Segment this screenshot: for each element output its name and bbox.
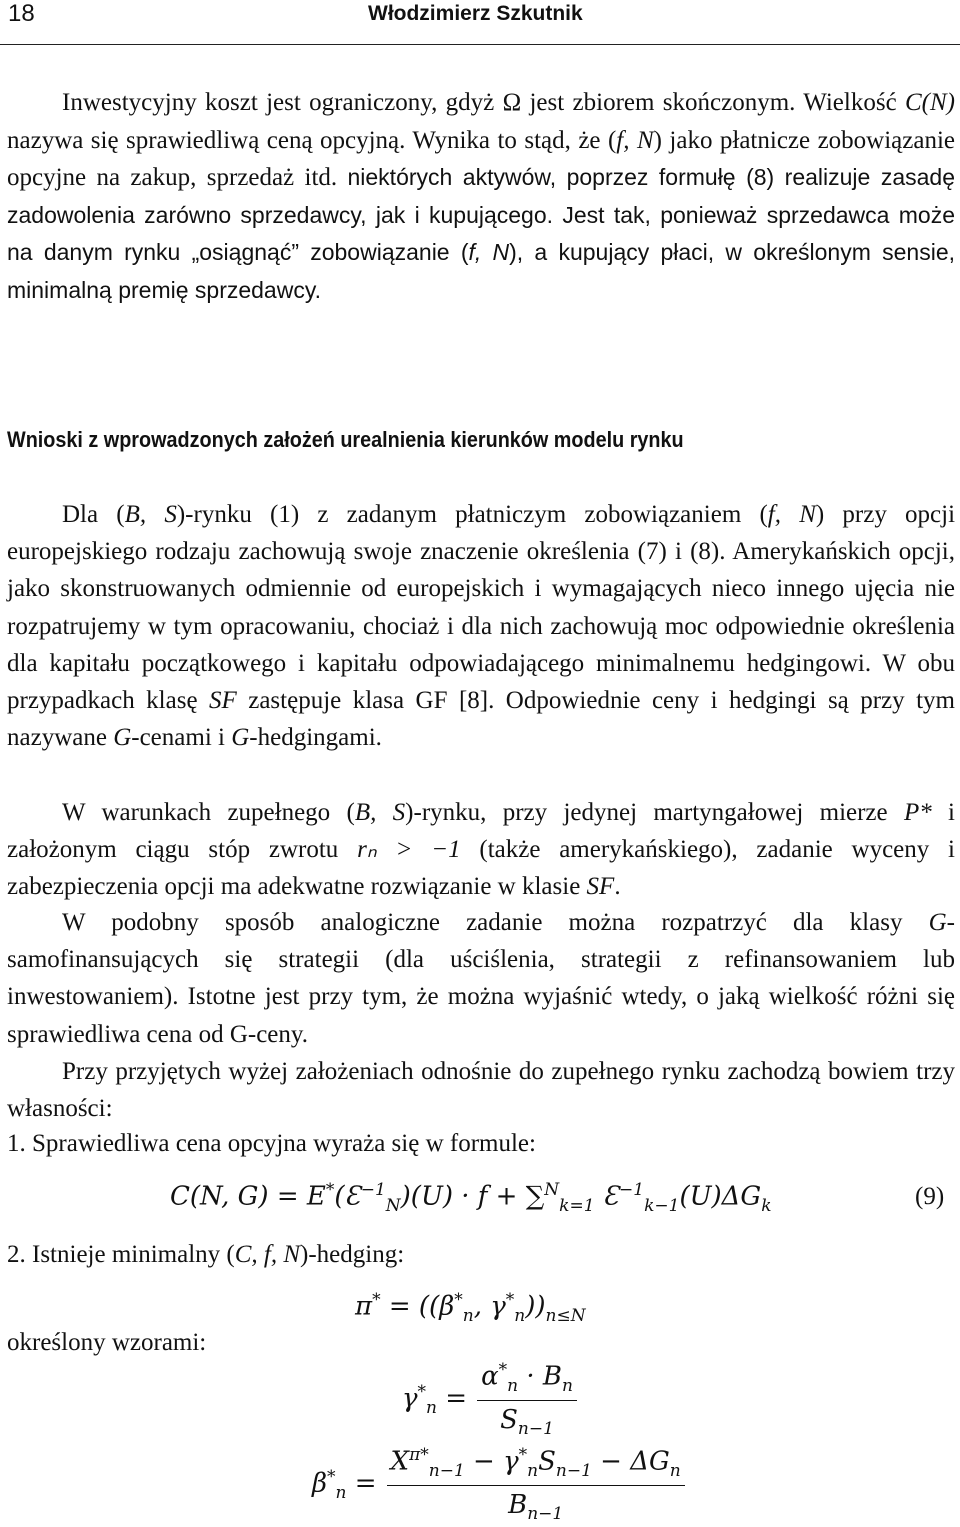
beta-num-g-star: * — [518, 1445, 528, 1465]
eq9-sub-k1: k−1 — [644, 1195, 680, 1216]
paragraph-5: Przy przyjętych wyżej założeniach odnośnie do zupełnego rynku zachodzą bowiem trzy własności: — [7, 1058, 955, 1123]
pi-lhs: π — [355, 1291, 373, 1322]
gamma-sub-n: n — [426, 1397, 437, 1418]
beta-num-tail: − ΔG — [591, 1446, 670, 1477]
p1-text-b: nazywa się sprawiedliwą ceną opcyjną. Wynika to stąd, że ( — [7, 126, 617, 154]
equation-pi — [355, 1290, 586, 1326]
gamma-num-b: · B — [518, 1361, 562, 1392]
gamma-numerator — [477, 1360, 577, 1401]
beta-fraction — [387, 1445, 685, 1524]
p1-text-e: ), a kupujący płaci, w określonym sensie, minimalną premię sprzedawcy. — [7, 239, 955, 303]
p1-text-a: Inwestycyjny koszt jest ograniczony, gdyż Ω jest zbiorem skończonym. Wielkość — [62, 89, 905, 116]
equation-number: (9) — [915, 1183, 945, 1210]
gamma-denominator — [496, 1401, 558, 1439]
eq9-eps: Ɛ — [594, 1181, 620, 1212]
paragraph-2 — [7, 496, 955, 756]
pi-comma: , γ — [473, 1291, 506, 1322]
symbol-g-2: G — [231, 724, 250, 752]
symbol-sf-2: SF — [586, 873, 615, 901]
gamma-eq: = — [437, 1383, 468, 1414]
p3-t4: (także amerykańskiego), zadanie wyceny i zabezpieczenia opcji ma adekwatne rozwiązanie w klasie — [7, 836, 955, 901]
symbol-sf: SF — [209, 687, 237, 715]
eq9-sup-2: −1 — [619, 1180, 645, 1200]
symbol-p-star: P* — [903, 799, 932, 826]
symbol-cfn: C, f, N — [234, 1241, 301, 1268]
p2-t3: ) przy opcji europejskiego rodzaju zachowują swoje znaczenie określenia (7) i (8). Amerykańskich opcji, jako skonstruowanych odmiennie od europejskich i wymagających nieco innego ujęcia nie rozpatrujemy w tym opracowaniu, chociaż i dla nich zachowują moc odpowiednie określenia dla kapitału początkowego i kapitału odpowiadającego minimalnemu hedgingowi. W obu przypadkach klasę — [7, 501, 956, 715]
gamma-fraction — [477, 1360, 577, 1439]
eq9-sum-lower: k=1 — [559, 1195, 595, 1216]
eq9-lhs: C(N, G) = E — [170, 1181, 326, 1212]
beta-num-g-sub: n — [527, 1460, 539, 1481]
pi-sub-n: n — [462, 1305, 474, 1326]
page-number: 18 — [8, 0, 35, 27]
beta-num-minus: − γ — [464, 1446, 519, 1477]
p4-t1: W podobny sposób analogiczne zadanie można rozpatrzyć dla klasy — [62, 909, 929, 936]
eq9-star: * — [325, 1180, 335, 1200]
p2-t4: zastępuje klasa GF [8]. Odpowiednie ceny i hedgingi są przy tym nazywane — [7, 687, 956, 752]
pi-mid: = ((β — [380, 1291, 455, 1322]
p3-t5: . — [614, 873, 621, 901]
pi-close: )) — [525, 1291, 546, 1322]
beta-numerator — [387, 1445, 685, 1486]
symbol-bs-2: B, S — [354, 799, 406, 826]
item2-text-b: )-hedging: — [300, 1241, 405, 1268]
symbol-g-3: G — [928, 909, 947, 936]
beta-num-x-sub: n−1 — [428, 1460, 465, 1481]
beta-denominator — [504, 1486, 567, 1524]
beta-num-g-sub-2: n — [669, 1460, 681, 1481]
p2-t5: -cenami i — [131, 724, 232, 752]
pi-star-3: * — [505, 1290, 515, 1310]
paragraph-3 — [7, 794, 955, 906]
eq9-open: (Ɛ — [334, 1181, 361, 1212]
beta-star: * — [327, 1466, 336, 1487]
equation-gamma — [402, 1360, 577, 1439]
beta-sub-n: n — [335, 1482, 347, 1503]
pi-star-2: * — [454, 1290, 463, 1310]
beta-den-sub: n−1 — [527, 1504, 564, 1525]
gamma-symbol: γ — [402, 1383, 418, 1414]
p1-text-c: ) jako płatnicze zobowiązanie opcyjne na zakup, sprzedaż itd. — [7, 126, 955, 192]
symbol-fn-3: f, N — [767, 501, 816, 528]
beta-den-b: B — [508, 1489, 528, 1520]
equation-beta — [312, 1445, 685, 1524]
symbol-g: G — [113, 724, 132, 752]
beta-num-s: S — [538, 1446, 556, 1477]
p1-text-d: niektórych aktywów, poprzez formułę (8) realizuje zasadę zadowolenia zarówno sprzedawcy, jak i kupującego. Jest tak, ponieważ sprzedawca może na danym rynku „osiągnąć” zobowiązanie ( — [7, 164, 955, 266]
beta-num-x: X — [390, 1446, 410, 1477]
gamma-den-sub: n−1 — [517, 1419, 554, 1440]
symbol-fn-2: f, N — [468, 239, 510, 266]
symbol-bs: B, S — [124, 501, 177, 528]
symbol-rn: rₙ > −1 — [357, 836, 461, 864]
eq9-tail: (U)ΔG — [679, 1181, 762, 1212]
list-item-1: 1. Sprawiedliwa cena opcyjna wyraża się w formule: — [7, 1130, 536, 1157]
defined-by-label: określony wzorami: — [7, 1329, 207, 1356]
pi-sub-n-2: n — [514, 1305, 526, 1326]
p2-t1: Dla ( — [62, 501, 125, 528]
page-header — [0, 0, 960, 45]
p3-t2: )-rynku, przy jedynej martyngałowej mierze — [405, 799, 904, 826]
p3-t1: W warunkach zupełnego ( — [62, 799, 355, 826]
beta-symbol: β — [312, 1468, 328, 1499]
paragraph-4 — [7, 904, 955, 1053]
eq9-sub-k: k — [761, 1195, 772, 1216]
beta-num-x-sup: π* — [409, 1445, 429, 1465]
pi-star: * — [372, 1290, 381, 1310]
symbol-fn: f, N — [616, 126, 654, 154]
list-item-2 — [7, 1238, 404, 1272]
gamma-num-sub-2: n — [561, 1375, 573, 1396]
beta-eq: = — [346, 1468, 377, 1499]
equation-9 — [170, 1180, 772, 1216]
gamma-lhs — [402, 1382, 467, 1418]
section-heading: Wnioski z wprowadzonych założeń urealnienia kierunków modelu rynku — [7, 427, 684, 452]
beta-lhs — [312, 1467, 377, 1503]
paragraph-1 — [7, 84, 955, 310]
gamma-den-s: S — [500, 1404, 518, 1435]
eq9-sum-upper: N — [544, 1180, 560, 1200]
p2-t2: )-rynku (1) z zadanym płatniczym zobowiązaniem ( — [176, 501, 768, 528]
p2-t6: -hedgingami. — [249, 724, 382, 752]
eq9-sub-n: N — [385, 1195, 401, 1216]
item2-text-a: 2. Istnieje minimalny ( — [7, 1241, 235, 1268]
p4-t2: -samofinansujących się strategii (dla uściślenia, strategii z refinansowaniem lub inwestowaniem). Istotne jest przy tym, że można wyjaśnić wtedy, o jaką wielkość różni się sprawiedliwa cena od G-ceny. — [7, 909, 955, 1048]
p3-t3: i założonym ciągu stóp zwrotu — [7, 799, 955, 864]
beta-num-s-sub: n−1 — [555, 1460, 592, 1481]
gamma-num-star: * — [498, 1360, 508, 1380]
eq9-mid: )(U) · f + ∑ — [400, 1181, 545, 1212]
gamma-star: * — [417, 1381, 427, 1402]
pi-sub-idx: n≤N — [545, 1305, 586, 1326]
symbol-cn: C(N) — [905, 89, 955, 116]
gamma-num-sub: n — [507, 1375, 519, 1396]
gamma-num-alpha: α — [481, 1361, 499, 1392]
running-head-author: Włodzimierz Szkutnik — [368, 2, 583, 25]
eq9-sup: −1 — [360, 1180, 386, 1200]
